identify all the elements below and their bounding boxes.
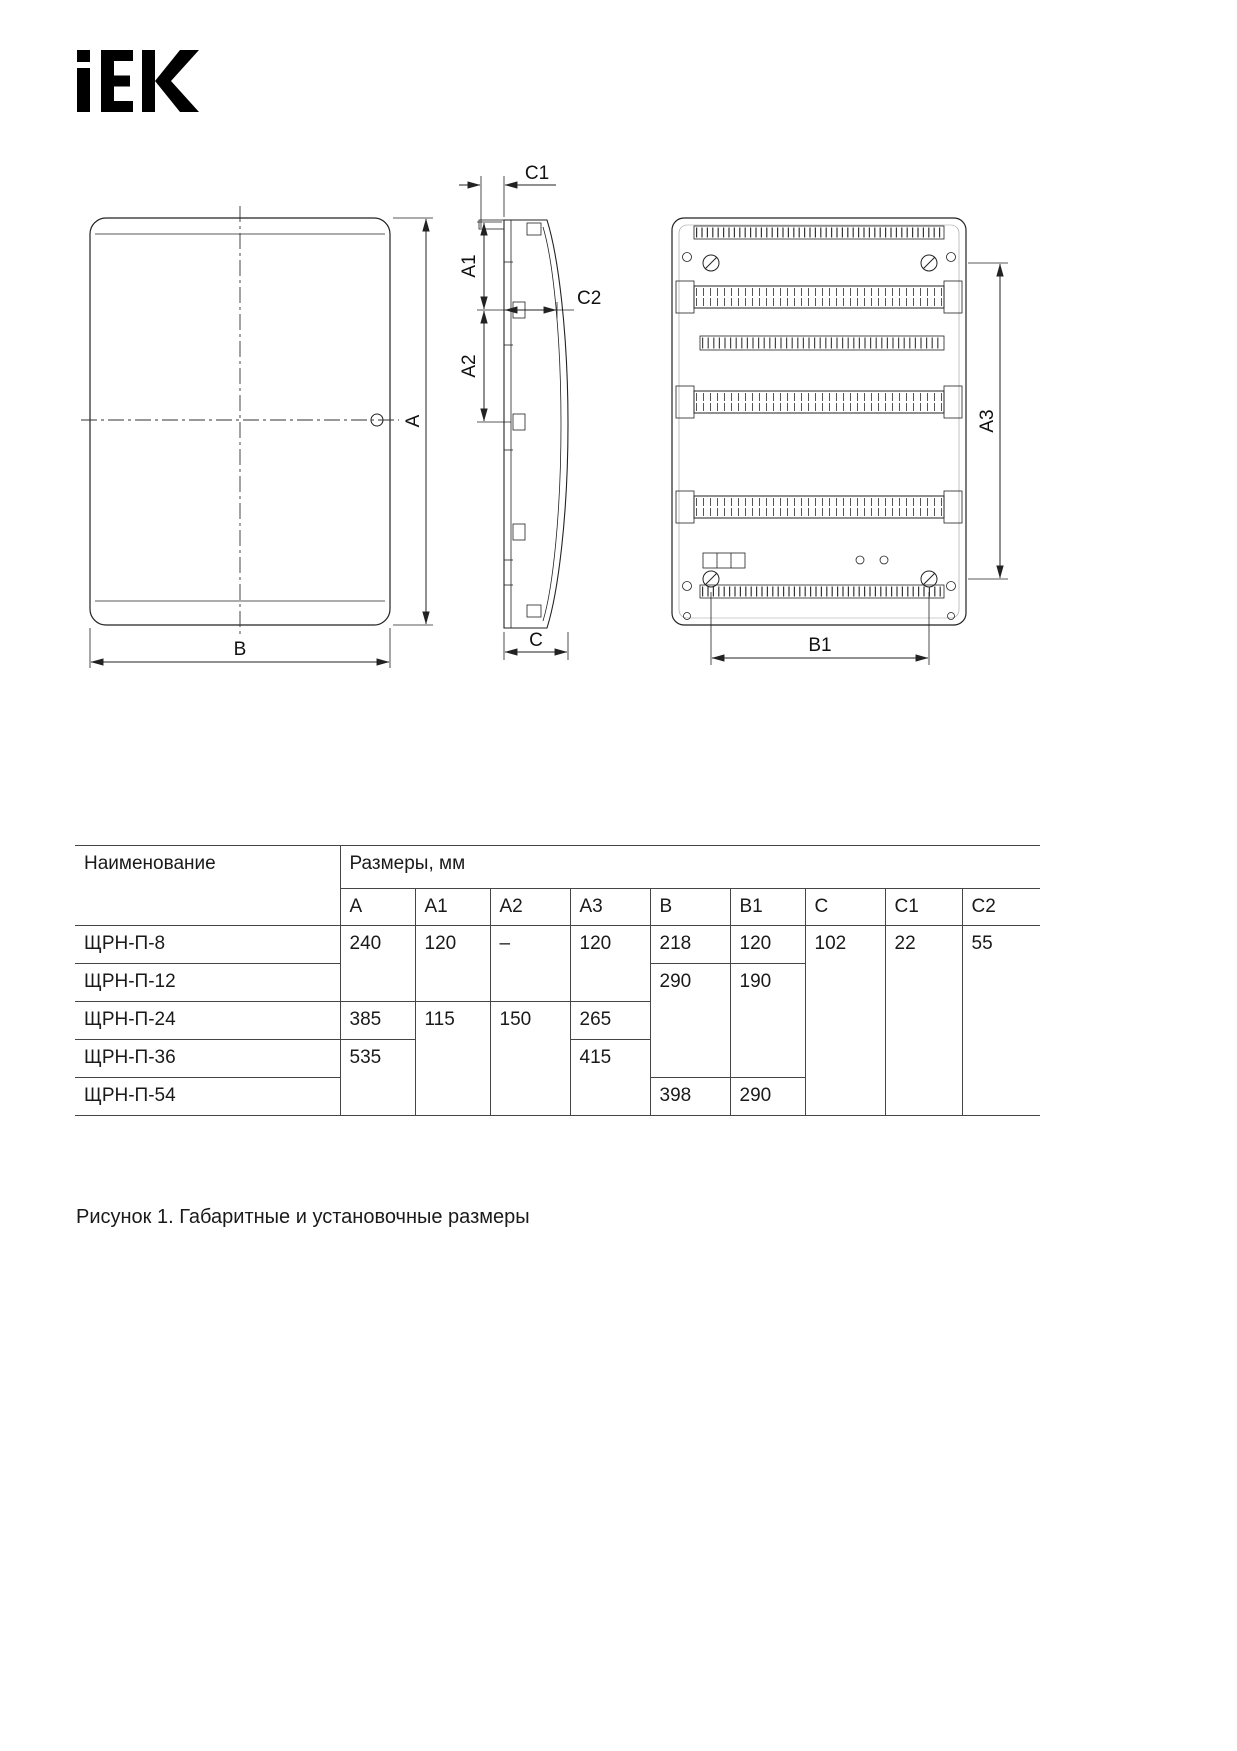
table-cell: 120	[570, 926, 650, 1002]
dim-label-a1: A1	[459, 254, 480, 278]
col-header-a3: A3	[570, 889, 650, 926]
table-cell: 415	[570, 1040, 650, 1116]
table-cell: 190	[730, 964, 805, 1078]
col-header-b: B	[650, 889, 730, 926]
table-cell: 385	[340, 1002, 415, 1040]
col-header-c1: C1	[885, 889, 962, 926]
table-cell: 22	[885, 926, 962, 1116]
table-cell: 535	[340, 1040, 415, 1116]
back-view	[672, 218, 966, 625]
table-header-name: Наименование	[75, 846, 340, 926]
col-header-c2: C2	[962, 889, 1040, 926]
dim-label-a: A	[403, 414, 424, 428]
dim-label-b1: B1	[808, 635, 832, 656]
table-cell: 240	[340, 926, 415, 1002]
side-dim-a2	[459, 311, 511, 422]
row-name: ЩРН-П-24	[75, 1002, 340, 1040]
dim-label-c: C	[529, 630, 543, 651]
front-dim-a	[393, 218, 433, 625]
side-dim-c1	[459, 163, 556, 228]
table-cell: 120	[415, 926, 490, 1002]
row-name: ЩРН-П-54	[75, 1078, 340, 1116]
dim-label-a2: A2	[459, 354, 480, 378]
dim-label-c1: C1	[524, 163, 550, 184]
dimensions-table	[75, 845, 1040, 1116]
wall-bracket	[479, 220, 504, 229]
table-cell: 55	[962, 926, 1040, 1116]
table-row	[75, 926, 1040, 964]
table-cell: 398	[650, 1078, 730, 1116]
side-dim-a1	[459, 222, 511, 310]
col-header-a2: A2	[490, 889, 570, 926]
row-name: ЩРН-П-8	[75, 926, 340, 964]
figure-caption: Рисунок 1. Габаритные и установочные размеры	[76, 1206, 530, 1228]
table-cell: –	[490, 926, 570, 1002]
table-header-dims: Размеры, мм	[340, 846, 1040, 889]
table-cell: 290	[650, 964, 730, 1078]
table-cell: 150	[490, 1002, 570, 1116]
dim-label-c2: C2	[577, 288, 602, 309]
technical-drawing	[0, 0, 1237, 780]
col-header-c: C	[805, 889, 885, 926]
side-view	[479, 220, 568, 628]
dim-label-a3: A3	[977, 409, 998, 433]
col-header-b1: B1	[730, 889, 805, 926]
row-name: ЩРН-П-36	[75, 1040, 340, 1078]
col-header-a1: A1	[415, 889, 490, 926]
table-cell: 102	[805, 926, 885, 1116]
table-cell: 265	[570, 1002, 650, 1040]
row-name: ЩРН-П-12	[75, 964, 340, 1002]
table-cell: 290	[730, 1078, 805, 1116]
dim-label-b: B	[233, 639, 247, 660]
table-cell: 218	[650, 926, 730, 964]
table-cell: 120	[730, 926, 805, 964]
side-dim-c	[504, 630, 568, 660]
table-cell: 115	[415, 1002, 490, 1116]
back-dim-a3	[968, 263, 1008, 579]
col-header-a: A	[340, 889, 415, 926]
